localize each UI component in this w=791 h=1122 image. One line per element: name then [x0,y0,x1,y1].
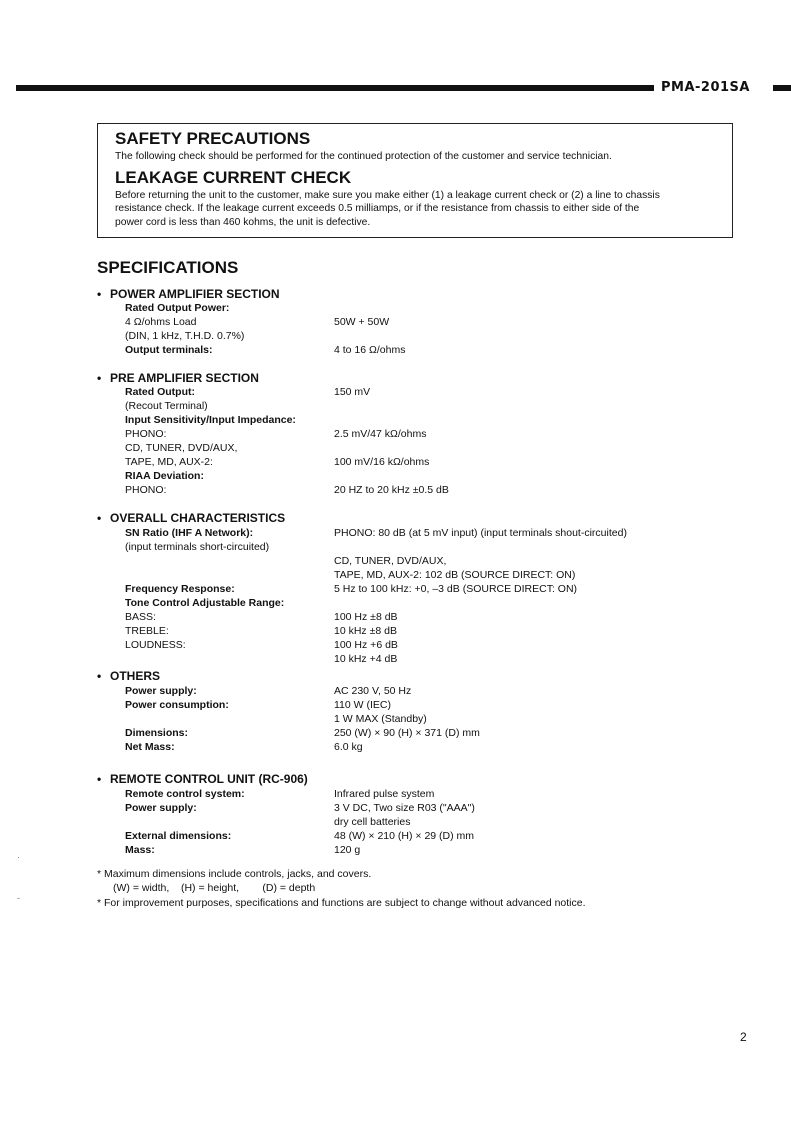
scan-mark: · [17,852,20,862]
spec-label: LOUDNESS: [125,639,186,651]
scan-mark: - [17,893,20,903]
spec-label: (input terminals short-circuited) [125,541,270,553]
spec-label: Rated Output: [125,386,195,398]
spec-value: 4 to 16 Ω/ohms [334,344,406,356]
spec-label: Power consumption: [125,699,229,711]
spec-value: dry cell batteries [334,816,411,828]
spec-value: 100 Hz ±8 dB [334,611,398,623]
spec-label: (DIN, 1 kHz, T.H.D. 0.7%) [125,330,245,342]
leakage-title: LEAKAGE CURRENT CHECK [115,167,352,187]
leakage-text [115,189,716,230]
spec-label: Remote control system: [125,788,245,800]
section-heading: • POWER AMPLIFIER SECTION [97,287,280,301]
spec-label: (Recout Terminal) [125,400,208,412]
section-heading: • PRE AMPLIFIER SECTION [97,371,259,385]
footnote: * Maximum dimensions include controls, jacks, and covers. [97,868,372,880]
header-rule-left [16,85,654,91]
spec-value: 20 HZ to 20 kHz ±0.5 dB [334,484,449,496]
footnote: (W) = width, (H) = height, (D) = depth [113,882,316,894]
spec-value: 100 mV/16 kΩ/ohms [334,456,430,468]
header-rule-right [773,85,791,91]
spec-label: Frequency Response: [125,583,235,595]
spec-label: RIAA Deviation: [125,470,204,482]
spec-value: 3 V DC, Two size R03 ("AAA") [334,802,475,814]
spec-label: Net Mass: [125,741,175,753]
spec-value: 100 Hz +6 dB [334,639,398,651]
spec-value: 120 g [334,844,361,856]
spec-label: TREBLE: [125,625,169,637]
spec-value: Infrared pulse system [334,788,435,800]
spec-value: 5 Hz to 100 kHz: +0, –3 dB (SOURCE DIRECT: ON) [334,583,578,595]
spec-label: Power supply: [125,802,197,814]
spec-value: TAPE, MD, AUX-2: 102 dB (SOURCE DIRECT: ON) [334,569,576,581]
leakage-line: power cord is less than 460 kohms, the unit is defective. [115,216,371,228]
spec-value: 10 kHz +4 dB [334,653,398,665]
spec-value: 50W + 50W [334,316,390,328]
spec-value: 2.5 mV/47 kΩ/ohms [334,428,427,440]
spec-label: External dimensions: [125,830,232,842]
spec-label: Input Sensitivity/Input Impedance: [125,414,296,426]
spec-label: TAPE, MD, AUX-2: [125,456,213,468]
page-number: 2 [740,1030,747,1044]
spec-label: PHONO: [125,428,167,440]
spec-value: AC 230 V, 50 Hz [334,685,412,697]
leakage-line: resistance check. If the leakage current exceeds 0.5 milliamps, or if the resistance from chassis to either side of the [115,203,640,214]
spec-value: 6.0 kg [334,741,363,753]
safety-intro: The following check should be performed for the continued protection of the customer and service technician. [115,151,612,162]
spec-label: Rated Output Power: [125,302,230,314]
spec-label: Dimensions: [125,727,189,739]
spec-label: Tone Control Adjustable Range: [125,597,285,609]
spec-value: 110 W (IEC) [334,699,391,711]
spec-value: 48 (W) × 210 (H) × 29 (D) mm [334,830,475,842]
safety-title: SAFETY PRECAUTIONS [115,129,311,148]
section-heading: • OVERALL CHARACTERISTICS [97,511,286,525]
section-heading: • OTHERS [97,669,161,683]
section-heading: • REMOTE CONTROL UNIT (RC-906) [97,772,308,786]
spec-value: 250 (W) × 90 (H) × 371 (D) mm [334,727,480,739]
spec-label: BASS: [125,611,156,623]
specifications-title: SPECIFICATIONS [97,258,239,277]
header-bar [16,82,790,94]
spec-value: 150 mV [334,386,371,398]
footnote: * For improvement purposes, specifications and functions are subject to change without advanced notice. [97,897,586,909]
spec-label: CD, TUNER, DVD/AUX, [125,442,238,454]
spec-value: PHONO: 80 dB (at 5 mV input) (input terminals shout-circuited) [334,527,627,539]
leakage-line: Before returning the unit to the customer, make sure you make either (1) a leakage current check or (2) a line to chassis [115,189,660,201]
spec-label: Power supply: [125,685,197,697]
spec-value: 10 kHz ±8 dB [334,625,397,637]
spec-label: Output terminals: [125,344,213,356]
spec-value: CD, TUNER, DVD/AUX, [334,555,447,567]
spec-value: 1 W MAX (Standby) [334,713,427,725]
spec-label: SN Ratio (IHF A Network): [125,527,254,539]
spec-label: Mass: [125,844,155,856]
spec-label: PHONO: [125,484,167,496]
safety-precautions-box [97,123,733,238]
spec-label: 4 Ω/ohms Load [125,316,197,328]
model-number: PMA-201SA [661,80,750,95]
